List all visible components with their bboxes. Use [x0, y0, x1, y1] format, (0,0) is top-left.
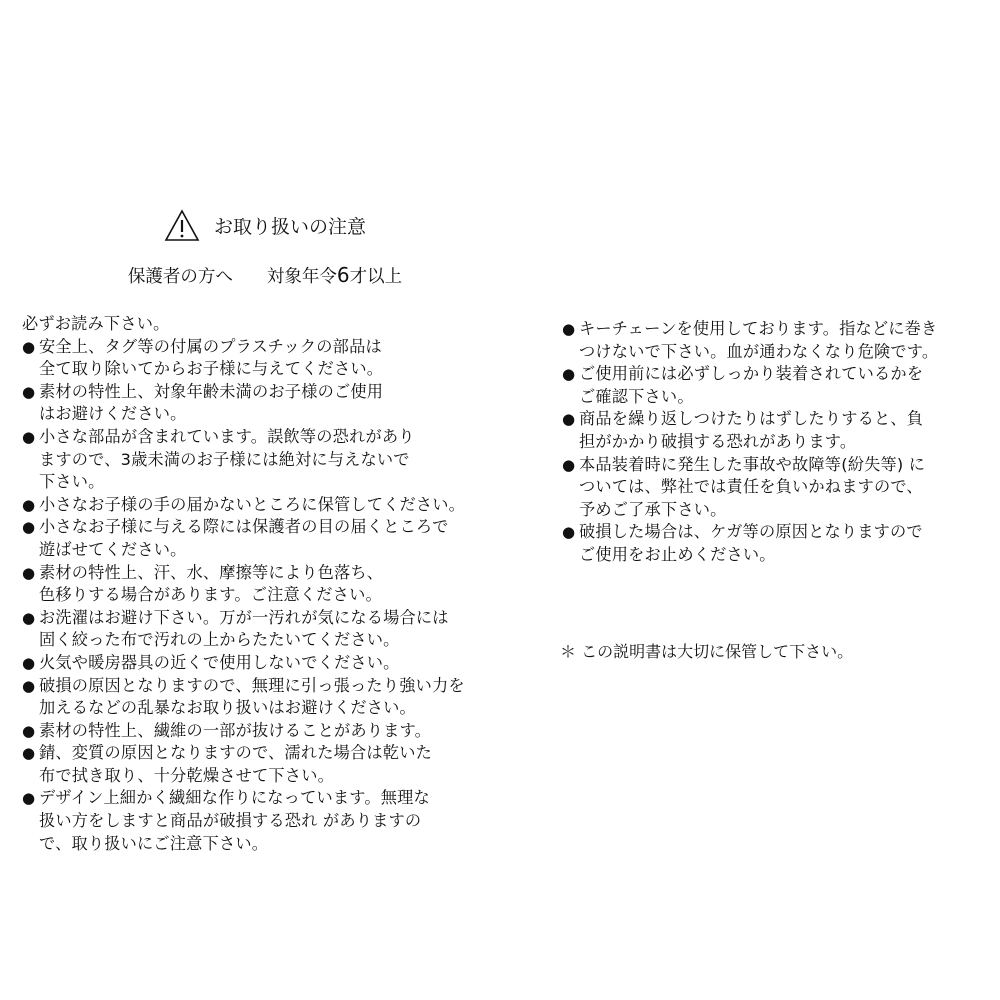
caution-line: はお避けください。: [39, 404, 187, 424]
caution-line: 予めご了承下さい。: [579, 499, 727, 519]
caution-text: [39, 607, 492, 652]
bullet-icon: ●: [22, 653, 36, 672]
bullet-icon: ●: [22, 427, 36, 446]
caution-line: 素材の特性上、汗、水、摩擦等により色落ち、: [39, 562, 384, 582]
caution-line: 担がかかり破損する恐れがあります。: [579, 431, 857, 451]
left-caution-item: [22, 787, 492, 855]
right-column: [562, 318, 982, 567]
left-caution-item: [22, 720, 492, 743]
bullet-icon: ●: [22, 676, 36, 695]
bullet-icon: ●: [22, 789, 36, 808]
caution-text: [39, 494, 492, 517]
target-age: [267, 263, 402, 288]
caution-line: 固く絞った布で汚れの上からたたいてください。: [39, 630, 400, 650]
storage-note: ＊ この説明書は大切に保管して下さい。: [560, 642, 854, 661]
caution-line: お洗濯はお避け下さい。万が一汚れが気になる場合には: [39, 607, 449, 627]
caution-line: 扱い方をしますと商品が破損する恐れ がありますの: [39, 811, 422, 831]
bullet-icon: ●: [22, 382, 36, 401]
caution-text: [39, 426, 492, 494]
caution-text: [579, 521, 982, 566]
caution-text: [39, 720, 492, 743]
left-caution-item: [22, 381, 492, 426]
subtitle-row: [0, 263, 530, 288]
bullet-icon: ●: [22, 744, 36, 763]
left-caution-item: [22, 562, 492, 607]
caution-line: 全て取り除いてからお子様に与えてください。: [39, 359, 384, 379]
caution-text: [579, 318, 982, 363]
caution-line: キーチェーンを使用しております。指などに巻き: [579, 319, 938, 338]
page-title: お取り扱いの注意: [213, 215, 366, 238]
right-caution-item: [562, 521, 982, 566]
title-row: [0, 205, 530, 245]
caution-line: 小さなお子様の手の届かないところに保管してください。: [39, 494, 466, 514]
left-caution-item: [22, 652, 492, 675]
left-caution-item: [22, 336, 492, 381]
left-caution-item: [22, 516, 492, 561]
warning-triangle-icon: [164, 209, 200, 242]
left-caution-item: [22, 494, 492, 517]
caution-line: 破損した場合は、ケガ等の原因となりますので: [579, 522, 923, 542]
caution-line: 安全上、タグ等の付属のプラスチックの部品は: [39, 336, 382, 356]
caution-text: [39, 336, 492, 381]
caution-line: ご確認下さい。: [579, 386, 694, 406]
caution-line: 商品を繰り返しつけたりはずしたりすると、負: [579, 409, 924, 429]
caution-line: ついては、弊社では責任を負いかねますので、: [579, 477, 923, 497]
right-caution-item: [562, 363, 982, 408]
caution-text: [39, 742, 492, 787]
caution-text: [579, 408, 982, 453]
target-age-number: 6: [336, 263, 350, 287]
target-age-prefix: 対象年令: [266, 267, 337, 287]
right-caution-item: [562, 454, 982, 522]
bullet-icon: ●: [562, 320, 576, 338]
caution-line: 本品装着時に発生した事故や故障等(紛失等) に: [579, 454, 926, 474]
audience-label: 保護者の方へ: [127, 267, 233, 287]
caution-line: で、取り扱いにご注意下さい。: [39, 833, 269, 853]
caution-line: ご使用をお止めください。: [579, 544, 776, 564]
bullet-icon: ●: [22, 337, 36, 356]
caution-line: ご使用前には必ずしっかり装着されているかを: [579, 364, 924, 384]
caution-line: つけないで下さい。血が通わなくなり危険です。: [579, 341, 939, 361]
caution-text: [39, 652, 492, 675]
caution-line: 遊ばせてください。: [39, 539, 187, 559]
left-caution-item: [22, 426, 492, 494]
caution-line: 破損の原因となりますので、無理に引っ張ったり強い力を: [39, 675, 465, 695]
bullet-icon: ●: [22, 721, 36, 740]
caution-text: [39, 516, 492, 561]
caution-line: 布で拭き取り、十分乾燥させて下さい。: [39, 765, 334, 785]
left-caution-item: [22, 742, 492, 787]
caution-line: 火気や暖房器具の近くで使用しないでください。: [39, 652, 400, 672]
caution-text: [39, 562, 492, 607]
caution-text: [579, 454, 982, 522]
caution-line: 下さい。: [39, 472, 105, 492]
caution-line: 錆、変質の原因となりますので、濡れた場合は乾いた: [39, 743, 432, 763]
caution-line: デザイン上細かく繊細な作りになっています。無理な: [39, 788, 430, 808]
caution-text: [39, 381, 492, 426]
caution-line: 色移りする場合があります。ご注意ください。: [39, 585, 382, 605]
target-age-suffix: 才以上: [349, 267, 403, 287]
left-column: [22, 313, 492, 855]
caution-line: 素材の特性上、繊維の一部が抜けることがあります。: [39, 720, 432, 740]
bullet-icon: ●: [562, 455, 576, 474]
bullet-icon: ●: [22, 608, 36, 627]
right-caution-item: [562, 408, 982, 453]
caution-text: [579, 363, 982, 408]
bullet-icon: ●: [562, 410, 576, 429]
right-caution-item: [562, 318, 982, 363]
caution-text: [39, 675, 492, 720]
left-caution-item: [22, 675, 492, 720]
bullet-icon: ●: [22, 563, 36, 582]
bullet-icon: ●: [22, 495, 36, 514]
header: [0, 205, 530, 288]
left-caution-item: [22, 607, 492, 652]
caution-line: ますので、3歳未満のお子様には絶対に与えないで: [39, 449, 410, 469]
bullet-icon: ●: [562, 523, 576, 542]
caution-line: 素材の特性上、対象年齢未満のお子様のご使用: [39, 381, 384, 401]
intro-text: 必ずお読み下さい。: [22, 314, 170, 333]
caution-line: 加えるなどの乱暴なお取り扱いはお避けください。: [39, 698, 416, 718]
bullet-icon: ●: [22, 518, 36, 537]
caution-text: [39, 787, 492, 855]
caution-line: 小さなお子様に与える際には保護者の目の届くところで: [39, 517, 449, 537]
bullet-icon: ●: [562, 365, 576, 384]
caution-line: 小さな部品が含まれています。誤飲等の恐れがあり: [39, 426, 415, 446]
